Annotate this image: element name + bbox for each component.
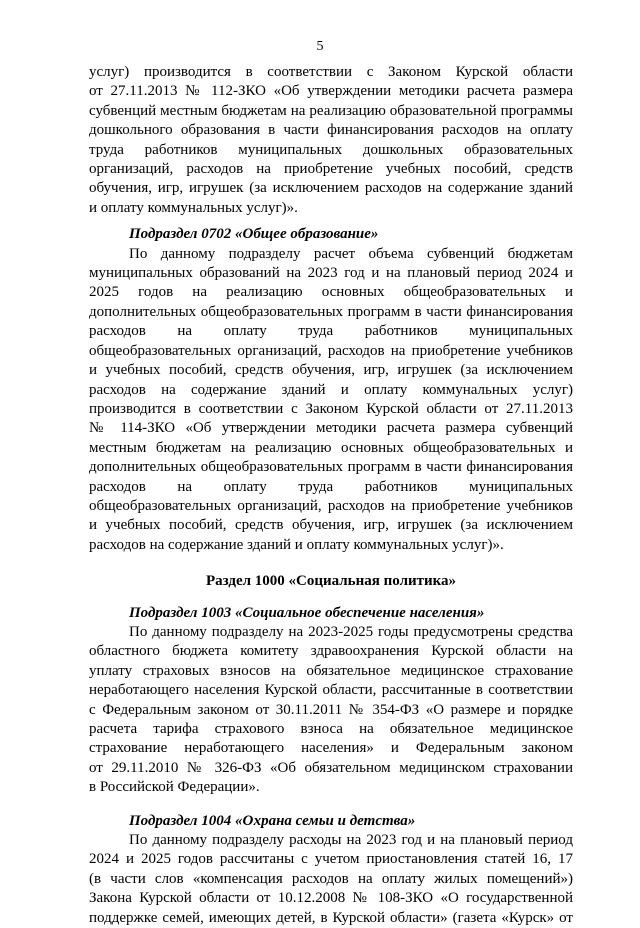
text-line: дошкольного образования в части финансирования расходов на оплату: [89, 122, 573, 139]
text-line: местным бюджетам на реализацию основных общеобразовательных и: [89, 439, 573, 456]
text-line: расходов на оплату труда работников муниципальных: [89, 478, 573, 495]
text-line: расходов на содержание зданий и оплату коммунальных услуг): [89, 381, 573, 398]
text-line: 2025 годов на реализацию основных общеобразовательных и: [89, 284, 573, 301]
subsection-heading-1003: Подраздел 1003 «Социальное обеспечение населения»: [129, 604, 485, 621]
text-line: обучения, игр, игрушек (за исключением расходов на содержание зданий: [89, 180, 573, 197]
document-body: [89, 63, 573, 928]
text-line: общеобразовательных организаций, расходов на приобретение учебников: [89, 342, 573, 359]
text-line: субвенций местным бюджетам на реализацию образовательной программы: [89, 102, 573, 119]
text-line: 2024 и 2025 годов рассчитаны с учетом приостановления статей 16, 17: [89, 851, 573, 868]
text-line: По данному подразделу расчет объема субвенций бюджетам: [129, 245, 573, 262]
text-line: общеобразовательных организаций, расходов на приобретение учебников: [89, 497, 573, 514]
text-line: дополнительных общеобразовательных программ в части финансирования: [89, 303, 573, 320]
text-line: производится в соответствии с Законом Курской области от 27.11.2013: [89, 400, 573, 417]
text-line: расходов на оплату труда работников муниципальных: [89, 323, 573, 340]
text-line: в Российской Федерации».: [89, 779, 260, 796]
text-line: (в части слов «компенсация расходов на оплату жилых помещений»): [89, 870, 573, 887]
text-line: областного бюджета комитету здравоохранения Курской области на: [89, 643, 573, 660]
text-line: от 27.11.2013 № 112-ЗКО «Об утверждении методики расчета размера: [89, 83, 573, 100]
paragraph-preschool-continuation: [89, 63, 573, 218]
text-line: организаций, расходов на приобретение учебных пособий, средств: [89, 161, 573, 178]
text-line: и оплату коммунальных услуг)».: [89, 199, 298, 216]
subsection-heading-0702: Подраздел 0702 «Общее образование»: [129, 226, 379, 243]
text-line: дополнительных общеобразовательных программ в части финансирования: [89, 459, 573, 476]
text-line: услуг) производится в соответствии с Законом Курской области: [89, 64, 573, 80]
section-heading-1000: Раздел 1000 «Социальная политика»: [205, 573, 457, 590]
text-line: с Федеральным законом от 30.11.2011 № 354-ФЗ «О размере и порядке: [89, 701, 573, 718]
text-line: По данному подразделу на 2023-2025 годы предусмотрены средства: [129, 623, 573, 640]
text-line: от 29.11.2010 № 326-ФЗ «Об обязательном медицинском страховании: [89, 759, 573, 776]
text-line: неработающего населения Курской области, рассчитанные в соответствии: [89, 682, 573, 699]
text-line: страхование неработающего населения» и Федеральным законом: [89, 740, 573, 757]
paragraph-general-education: [89, 245, 573, 556]
text-line: расходов на содержание зданий и оплату коммунальных услуг)».: [89, 536, 504, 553]
text-line: № 114-ЗКО «Об утверждении методики расчета размера субвенций: [89, 420, 573, 437]
text-line: уплату страховых взносов на обязательное медицинское страхование: [89, 662, 573, 679]
text-line: Закона Курской области от 10.12.2008 № 108-ЗКО «О государственной: [89, 890, 573, 907]
page-number: 5: [316, 39, 324, 54]
text-line: поддержке семей, имеющих детей, в Курской области» (газета «Курск» от: [89, 909, 573, 926]
text-line: труда работников муниципальных дошкольных образовательных: [89, 141, 573, 158]
paragraph-family-childhood: [89, 831, 573, 928]
text-line: муниципальных образований на 2023 год и на плановый период 2024 и: [89, 265, 573, 282]
subsection-heading-1004: Подраздел 1004 «Охрана семьи и детства»: [129, 812, 416, 829]
paragraph-social-security: [89, 623, 573, 798]
text-line: По данному подразделу расходы на 2023 год и на плановый период: [129, 832, 573, 849]
text-line: и учебных пособий, средств обучения, игр, игрушек (за исключением: [89, 517, 573, 534]
text-line: расчета тарифа страхового взноса на обязательное медицинское: [89, 721, 573, 737]
text-line: и учебных пособий, средств обучения, игр, игрушек (за исключением: [89, 362, 573, 379]
